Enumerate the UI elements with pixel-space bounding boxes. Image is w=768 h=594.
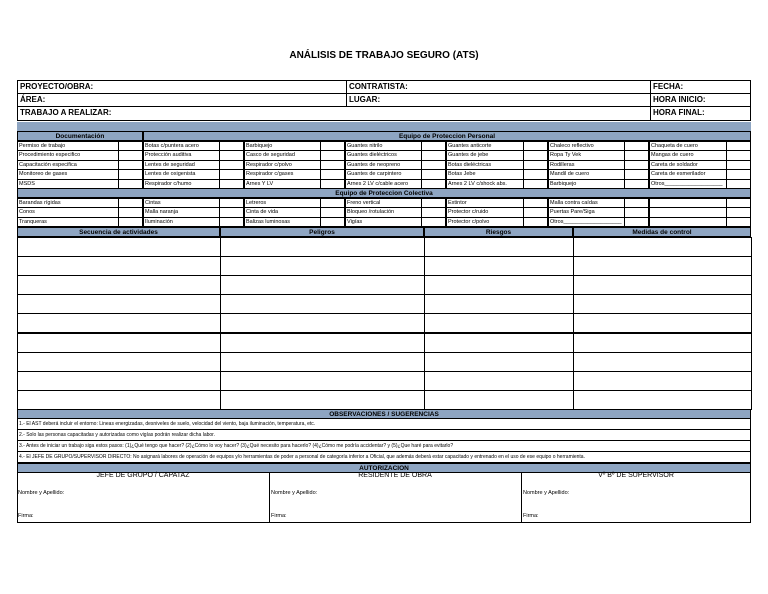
sig-col3-nombre[interactable]: Nombre y Apellido: [523,490,570,496]
sig-col1-firma[interactable]: Firma: [18,513,34,519]
observaciones-header: OBSERVACIONES / SUGERENCIAS [17,409,751,419]
sig-col3-firma[interactable]: Firma: [523,513,539,519]
activity-cell[interactable] [17,294,221,314]
epp-item: Permiso de trabajo [17,141,118,151]
activity-cell[interactable] [424,371,574,391]
epp-item: Respirador c/humo [143,179,219,189]
trabajo-label: TRABAJO A REALIZAR: [20,108,112,117]
activity-cell[interactable] [573,294,752,314]
epp-item: Guantes nitrilo [345,141,421,151]
epc-item: Extintor [446,198,523,208]
documentacion-header: Documentación [17,131,143,141]
epc-item: Tranqueras [17,217,118,227]
activity-cell[interactable] [17,333,221,353]
activity-cell[interactable] [573,371,752,391]
epp-item: Monitoreo de gases [17,169,118,179]
lugar-field[interactable]: LUGAR: [347,94,651,106]
epc-item: Freno vertical [345,198,421,208]
activity-cell[interactable] [573,333,752,353]
epc-item: Otros___________________ [548,217,624,227]
epc-item: Puertas Pare/Siga [548,207,624,217]
epp-item: Barbiquejo [548,179,624,189]
epc-item: Conos [17,207,118,217]
epc-item: Barandas rígidas [17,198,118,208]
activity-cell[interactable] [17,237,221,257]
epc-item: Balizas luminosas [244,217,320,227]
epc-item: Cintas [143,198,219,208]
sig-col2-title: RESIDENTE DE OBRA [358,472,432,479]
epp-item: Guantes de jebe [446,150,523,160]
hora-final-field[interactable]: HORA FINAL: [653,108,705,117]
obs-line-3: 3.- Antes de iniciar un trabajo siga estos pasos: (1)¿Qué tengo que hacer? (2)¿Cómo lo voy hacer? (3)¿Qué necesito para hacerlo? (4)¿Cómo me podría accidentar? y (5)¿Que haré para evitarlo? [17,441,751,452]
activity-cell[interactable] [573,275,752,295]
epc-empty-cell [649,217,726,227]
activity-cell[interactable] [573,313,752,333]
separator-band [17,122,751,131]
sig-col1-nombre[interactable]: Nombre y Apellido: [18,490,65,496]
autorizacion-header: AUTORIZACION [17,463,751,473]
epc-item: Bloqueo /rotulación [345,207,421,217]
area-field[interactable]: ÁREA: [18,94,347,106]
obs-line-1: 1.- El AST deberá incluir el entorno: Lineas energizadas, desniveles de suelo, velocidad del viento, baja iluminación, temperatura, etc. [17,419,751,430]
epc-checkbox[interactable] [523,217,548,227]
activity-cell[interactable] [424,333,574,353]
activity-cell[interactable] [573,390,752,410]
header-block [17,80,751,121]
epc-checkbox[interactable] [320,217,345,227]
sig-col2-nombre[interactable]: Nombre y Apellido: [271,490,318,496]
activity-cell[interactable] [17,256,221,276]
activity-cell[interactable] [424,390,574,410]
activity-cell[interactable] [220,390,425,410]
trabajo-field[interactable] [118,107,651,121]
epc-checkbox[interactable] [421,217,446,227]
page-title: ANÁLISIS DE TRABAJO SEGURO (ATS) [289,50,479,61]
epp-item: MSDS [17,179,118,189]
activity-cell[interactable] [17,313,221,333]
activity-cell[interactable] [573,352,752,372]
epp-item: Respirador c/polvo [244,160,320,170]
epp-item: Botas dieléctricas [446,160,523,170]
proyecto-field[interactable]: PROYECTO/OBRA: [18,81,347,93]
epp-item: Chaleco reflectivo [548,141,624,151]
epp-item: Lentes de seguridad [143,160,219,170]
activity-cell[interactable] [573,256,752,276]
epc-header: Equipo de Proteccion Colectiva [17,188,751,198]
epp-item: Arnes 2 LV c/cable acero [345,179,421,189]
epp-header: Equipo de Proteccion Personal [143,131,751,141]
epp-item: Lentes de oxigenista [143,169,219,179]
sig-col2-firma[interactable]: Firma: [271,513,287,519]
epc-item: Iluminación [143,217,219,227]
activity-cell[interactable] [424,256,574,276]
signature-area [17,473,751,523]
epc-checkbox[interactable] [118,217,143,227]
sig-col3-title: Vº Bº DE SUPERVISOR [598,472,674,479]
epc-item: Protector c/ruido [446,207,523,217]
epp-item: Careta de soldador [649,160,726,170]
epp-item: Protección auditiva [143,150,219,160]
epp-item: Casco de seguridad [244,150,320,160]
epp-item: Chaqueta de cuero [649,141,726,151]
epp-item: Otros___________________ [649,179,726,189]
activity-cell[interactable] [17,390,221,410]
secuencia-header: Secuencia de actividades [17,227,220,237]
epp-item: Mandil de cuero [548,169,624,179]
activity-cell[interactable] [220,275,425,295]
activity-cell[interactable] [220,294,425,314]
sig-col1-title: JEFE DE GRUPO / CAPATAZ [96,472,190,479]
epc-item: Vigías [345,217,421,227]
activity-cell[interactable] [220,237,425,257]
epp-item: Arnes 2 LV c/shock abs. [446,179,523,189]
epc-item: Letreros [244,198,320,208]
contratista-field[interactable]: CONTRATISTA: [347,81,651,93]
activity-cell[interactable] [220,256,425,276]
riesgos-header: Riesgos [424,227,573,237]
epc-item: Malla contra caídas [548,198,624,208]
activity-cell[interactable] [424,237,574,257]
activity-cell[interactable] [424,275,574,295]
epc-item: Cinta de vida [244,207,320,217]
activity-cell[interactable] [424,313,574,333]
epp-item: Capacitación especifica [17,160,118,170]
medidas-header: Medidas de control [573,227,751,237]
epp-item: Guantes de neopreno [345,160,421,170]
hora-inicio-field[interactable]: HORA INICIO: [653,95,706,104]
peligros-header: Peligros [220,227,424,237]
activity-cell[interactable] [220,313,425,333]
epc-checkbox[interactable] [219,217,244,227]
epp-item: Careta de esmerilador [649,169,726,179]
epp-item: Botas c/puntera acero [143,141,219,151]
activity-cell[interactable] [424,294,574,314]
activity-cell[interactable] [424,352,574,372]
activity-cell[interactable] [220,371,425,391]
activity-cell[interactable] [17,275,221,295]
fecha-field[interactable]: FECHA: [653,82,684,91]
epp-item: Rodilleras [548,160,624,170]
obs-line-2: 2.- Solo las personas capacitadas y autorizadas como vigías podrán realizar dicha labor. [17,430,751,441]
epp-item: Barbiquejo [244,141,320,151]
epp-item: Botas Jebe [446,169,523,179]
epc-item: Protector c/polvo [446,217,523,227]
epp-item: Guantes dieléctricos [345,150,421,160]
activity-cell[interactable] [573,237,752,257]
activity-cell[interactable] [17,371,221,391]
epc-item: Malla naranja [143,207,219,217]
epc-checkbox[interactable] [624,217,649,227]
epp-item: Guantes de carpintero [345,169,421,179]
activity-cell[interactable] [17,352,221,372]
obs-line-4: 4.- El JEFE DE GRUPO/SUPERVISOR DIRECTO: No asignará labores de operación de equipos y/o herramientas de poder a personal de categoría inferior a Oficial, que además deberá estar capacitado y entrenado en el uso de ese equipo o herramienta. [17,452,751,463]
activity-cell[interactable] [220,333,425,353]
epp-item: Procedimiento especifico [17,150,118,160]
epc-checkbox[interactable] [726,217,751,227]
epp-item: Mangas de cuero [649,150,726,160]
epp-item: Ropa Ty Vek [548,150,624,160]
epp-item: Respirador c/gases [244,169,320,179]
epp-item: Guantes anticorte [446,141,523,151]
activity-cell[interactable] [220,352,425,372]
epp-item: Arnes Y LV [244,179,320,189]
